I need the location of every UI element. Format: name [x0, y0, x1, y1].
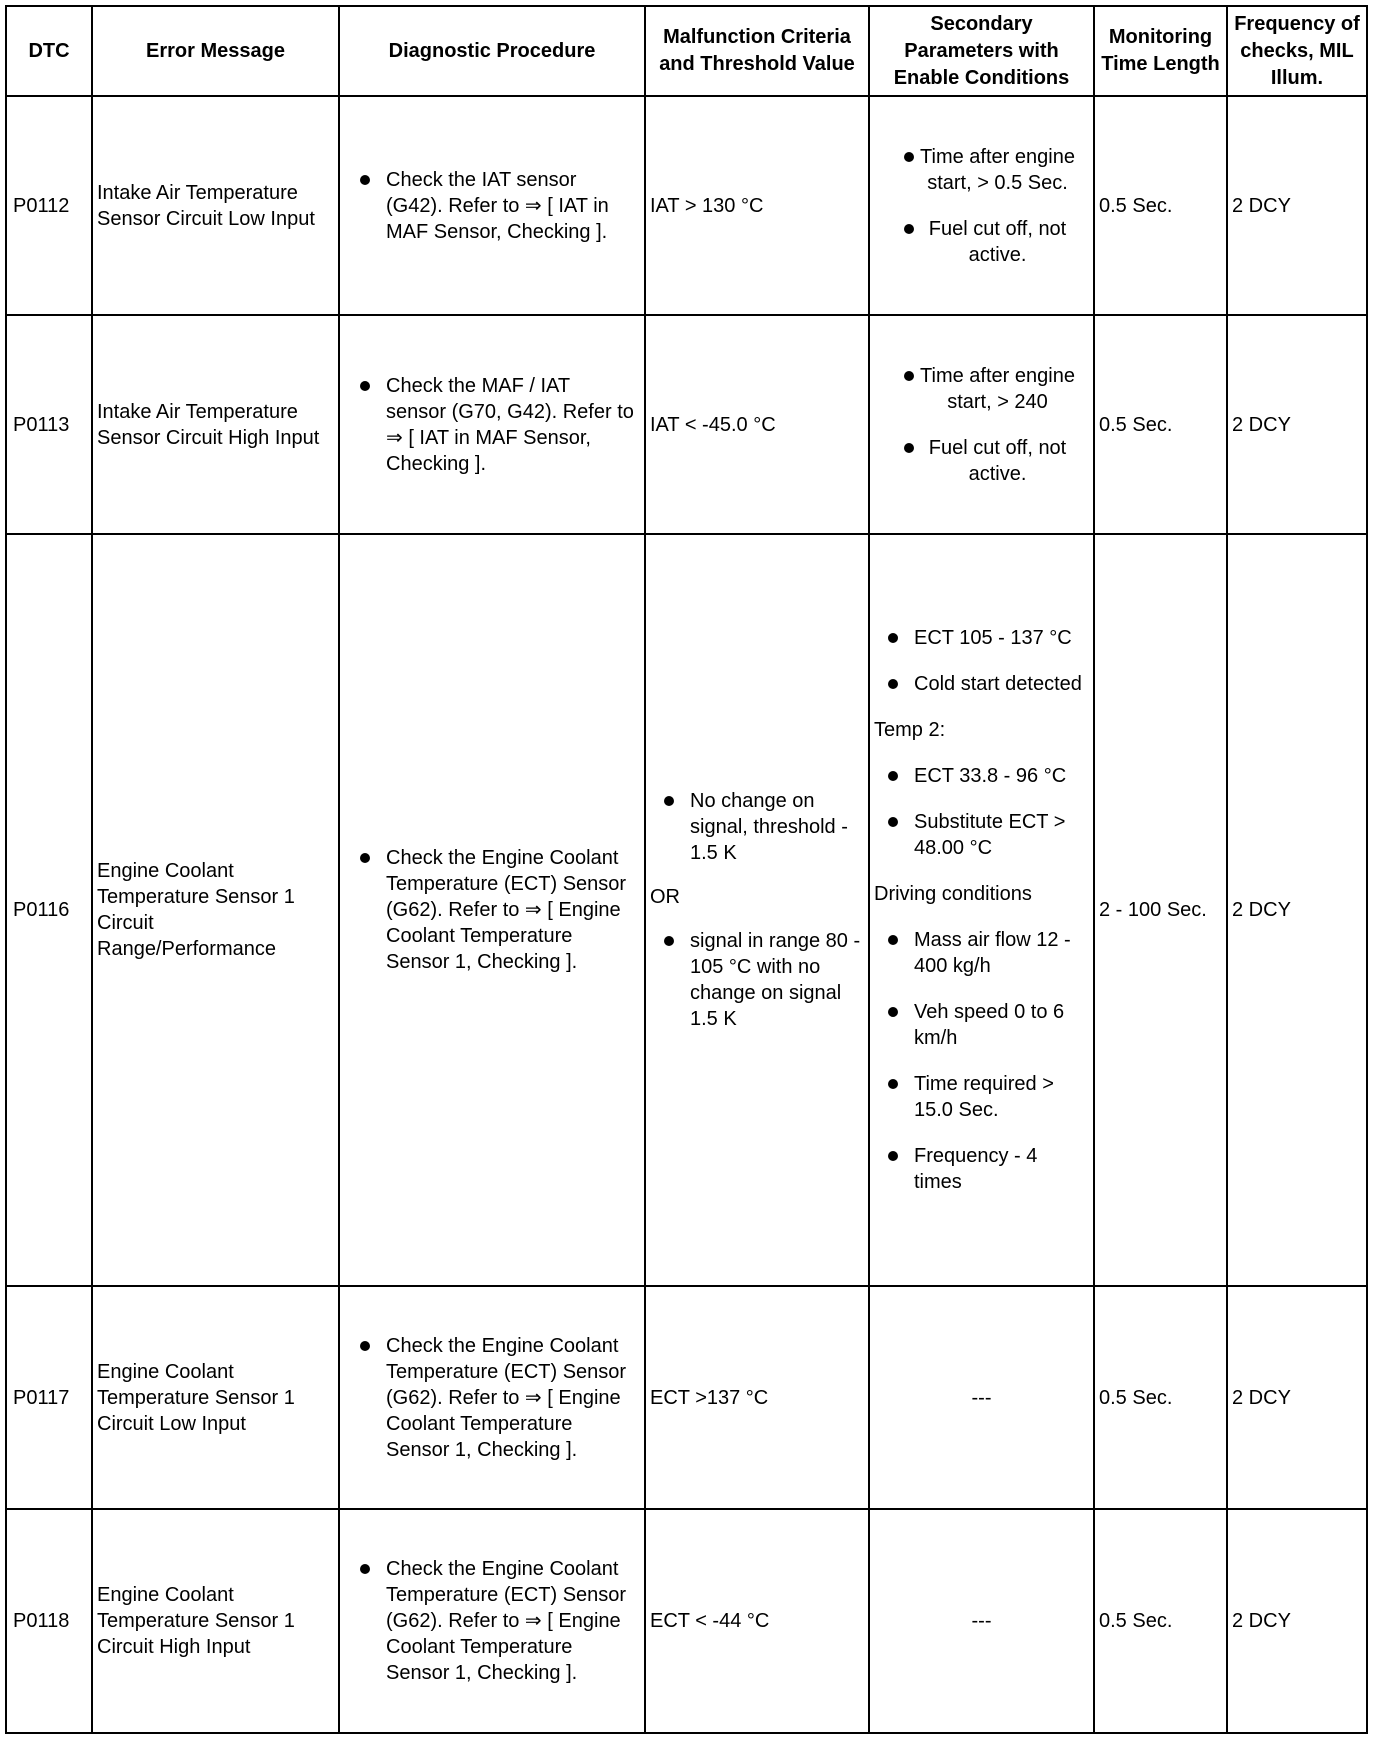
error-message: Intake Air Temperature Sensor Circuit Low Input [92, 96, 339, 315]
dtc-code: P0113 [6, 315, 92, 534]
secondary-list [874, 763, 1089, 861]
error-message: Engine Coolant Temperature Sensor 1 Circuit High Input [92, 1509, 339, 1733]
secondary-parameters [869, 315, 1094, 534]
error-message: Engine Coolant Temperature Sensor 1 Circuit Low Input [92, 1286, 339, 1509]
monitoring-time: 0.5 Sec. [1094, 96, 1227, 315]
monitoring-time: 0.5 Sec. [1094, 1286, 1227, 1509]
secondary-heading: Temp 2: [874, 719, 946, 741]
secondary-item: Substitute ECT > 48.00 °C [914, 809, 1089, 861]
diagnostic-procedure [339, 315, 645, 534]
secondary-item: ECT 105 - 137 °C [914, 625, 1089, 651]
secondary-parameters [869, 96, 1094, 315]
secondary-list [874, 144, 1089, 268]
dtc-table [5, 5, 1368, 1734]
procedure-step: Check the IAT sensor (G42). Refer to ⇒ [ IAT in MAF Sensor, Checking ]. [386, 167, 634, 245]
malfunction-item: signal in range 80 - 105 °C with no change on signal 1.5 K [690, 928, 864, 1032]
monitoring-time: 0.5 Sec. [1094, 1509, 1227, 1733]
table-row [6, 315, 1367, 534]
dtc-page [5, 5, 1366, 1743]
dtc-code: P0112 [6, 96, 92, 315]
secondary-list [874, 927, 1089, 1195]
monitoring-time: 2 - 100 Sec. [1094, 534, 1227, 1286]
secondary-parameters: --- [869, 1509, 1094, 1733]
error-message: Engine Coolant Temperature Sensor 1 Circuit Range/Performance [92, 534, 339, 1286]
header-diagnostic-procedure: Diagnostic Procedure [339, 6, 645, 96]
table-row [6, 534, 1367, 1286]
dtc-code: P0117 [6, 1286, 92, 1509]
procedure-step: Check the Engine Coolant Temperature (ECT) Sensor (G62). Refer to ⇒ [ Engine Coolant Temperature Sensor 1, Checking ]. [386, 1333, 634, 1463]
secondary-item: Cold start detected [914, 671, 1089, 697]
frequency: 2 DCY [1227, 534, 1367, 1286]
table-row [6, 1509, 1367, 1733]
malfunction-criteria: IAT > 130 °C [645, 96, 869, 315]
header-row [6, 6, 1367, 96]
procedure-list [344, 1333, 640, 1463]
header-dtc: DTC [6, 6, 92, 96]
procedure-step: Check the Engine Coolant Temperature (ECT) Sensor (G62). Refer to ⇒ [ Engine Coolant Temperature Sensor 1, Checking ]. [386, 845, 634, 975]
frequency: 2 DCY [1227, 315, 1367, 534]
table-row [6, 96, 1367, 315]
secondary-item: Fuel cut off, not active. [874, 216, 1089, 268]
malfunction-list [650, 928, 864, 1032]
procedure-step: Check the Engine Coolant Temperature (ECT) Sensor (G62). Refer to ⇒ [ Engine Coolant Temperature Sensor 1, Checking ]. [386, 1556, 634, 1686]
secondary-item: Time required > 15.0 Sec. [914, 1071, 1089, 1123]
malfunction-criteria: ECT >137 °C [645, 1286, 869, 1509]
malfunction-criteria: ECT < -44 °C [645, 1509, 869, 1733]
dtc-code: P0118 [6, 1509, 92, 1733]
header-malfunction-criteria: Malfunction Criteria and Threshold Value [645, 6, 869, 96]
secondary-parameters: --- [869, 1286, 1094, 1509]
secondary-item: Time after engine start, > 0.5 Sec. [874, 144, 1089, 196]
diagnostic-procedure [339, 1509, 645, 1733]
header-frequency: Frequency of checks, MIL Illum. [1227, 6, 1367, 96]
table-row [6, 1286, 1367, 1509]
procedure-list [344, 845, 640, 975]
dtc-code: P0116 [6, 534, 92, 1286]
malfunction-criteria [645, 534, 869, 1286]
diagnostic-procedure [339, 96, 645, 315]
diagnostic-procedure [339, 534, 645, 1286]
procedure-list [344, 1556, 640, 1686]
diagnostic-procedure [339, 1286, 645, 1509]
monitoring-time: 0.5 Sec. [1094, 315, 1227, 534]
header-monitoring-time: Monitoring Time Length [1094, 6, 1227, 96]
malfunction-criteria: IAT < -45.0 °C [645, 315, 869, 534]
frequency: 2 DCY [1227, 96, 1367, 315]
header-error-message: Error Message [92, 6, 339, 96]
secondary-item: ECT 33.8 - 96 °C [914, 763, 1089, 789]
secondary-parameters [869, 534, 1094, 1286]
secondary-item: Mass air flow 12 - 400 kg/h [914, 927, 1089, 979]
frequency: 2 DCY [1227, 1509, 1367, 1733]
secondary-list [874, 363, 1089, 487]
frequency: 2 DCY [1227, 1286, 1367, 1509]
secondary-list [874, 625, 1089, 697]
procedure-list [344, 373, 640, 477]
secondary-item: Fuel cut off, not active. [874, 435, 1089, 487]
secondary-item: Frequency - 4 times [914, 1143, 1089, 1195]
header-secondary-parameters: Secondary Parameters with Enable Conditions [869, 6, 1094, 96]
malfunction-list [650, 788, 864, 866]
procedure-list [344, 167, 640, 245]
malfunction-item: No change on signal, threshold - 1.5 K [690, 788, 864, 866]
or-separator: OR [650, 886, 680, 908]
procedure-step: Check the MAF / IAT sensor (G70, G42). Refer to ⇒ [ IAT in MAF Sensor, Checking ]. [386, 374, 634, 475]
secondary-item: Veh speed 0 to 6 km/h [914, 999, 1089, 1051]
error-message: Intake Air Temperature Sensor Circuit High Input [92, 315, 339, 534]
secondary-heading: Driving conditions [874, 883, 1032, 905]
secondary-item: Time after engine start, > 240 [874, 363, 1089, 415]
